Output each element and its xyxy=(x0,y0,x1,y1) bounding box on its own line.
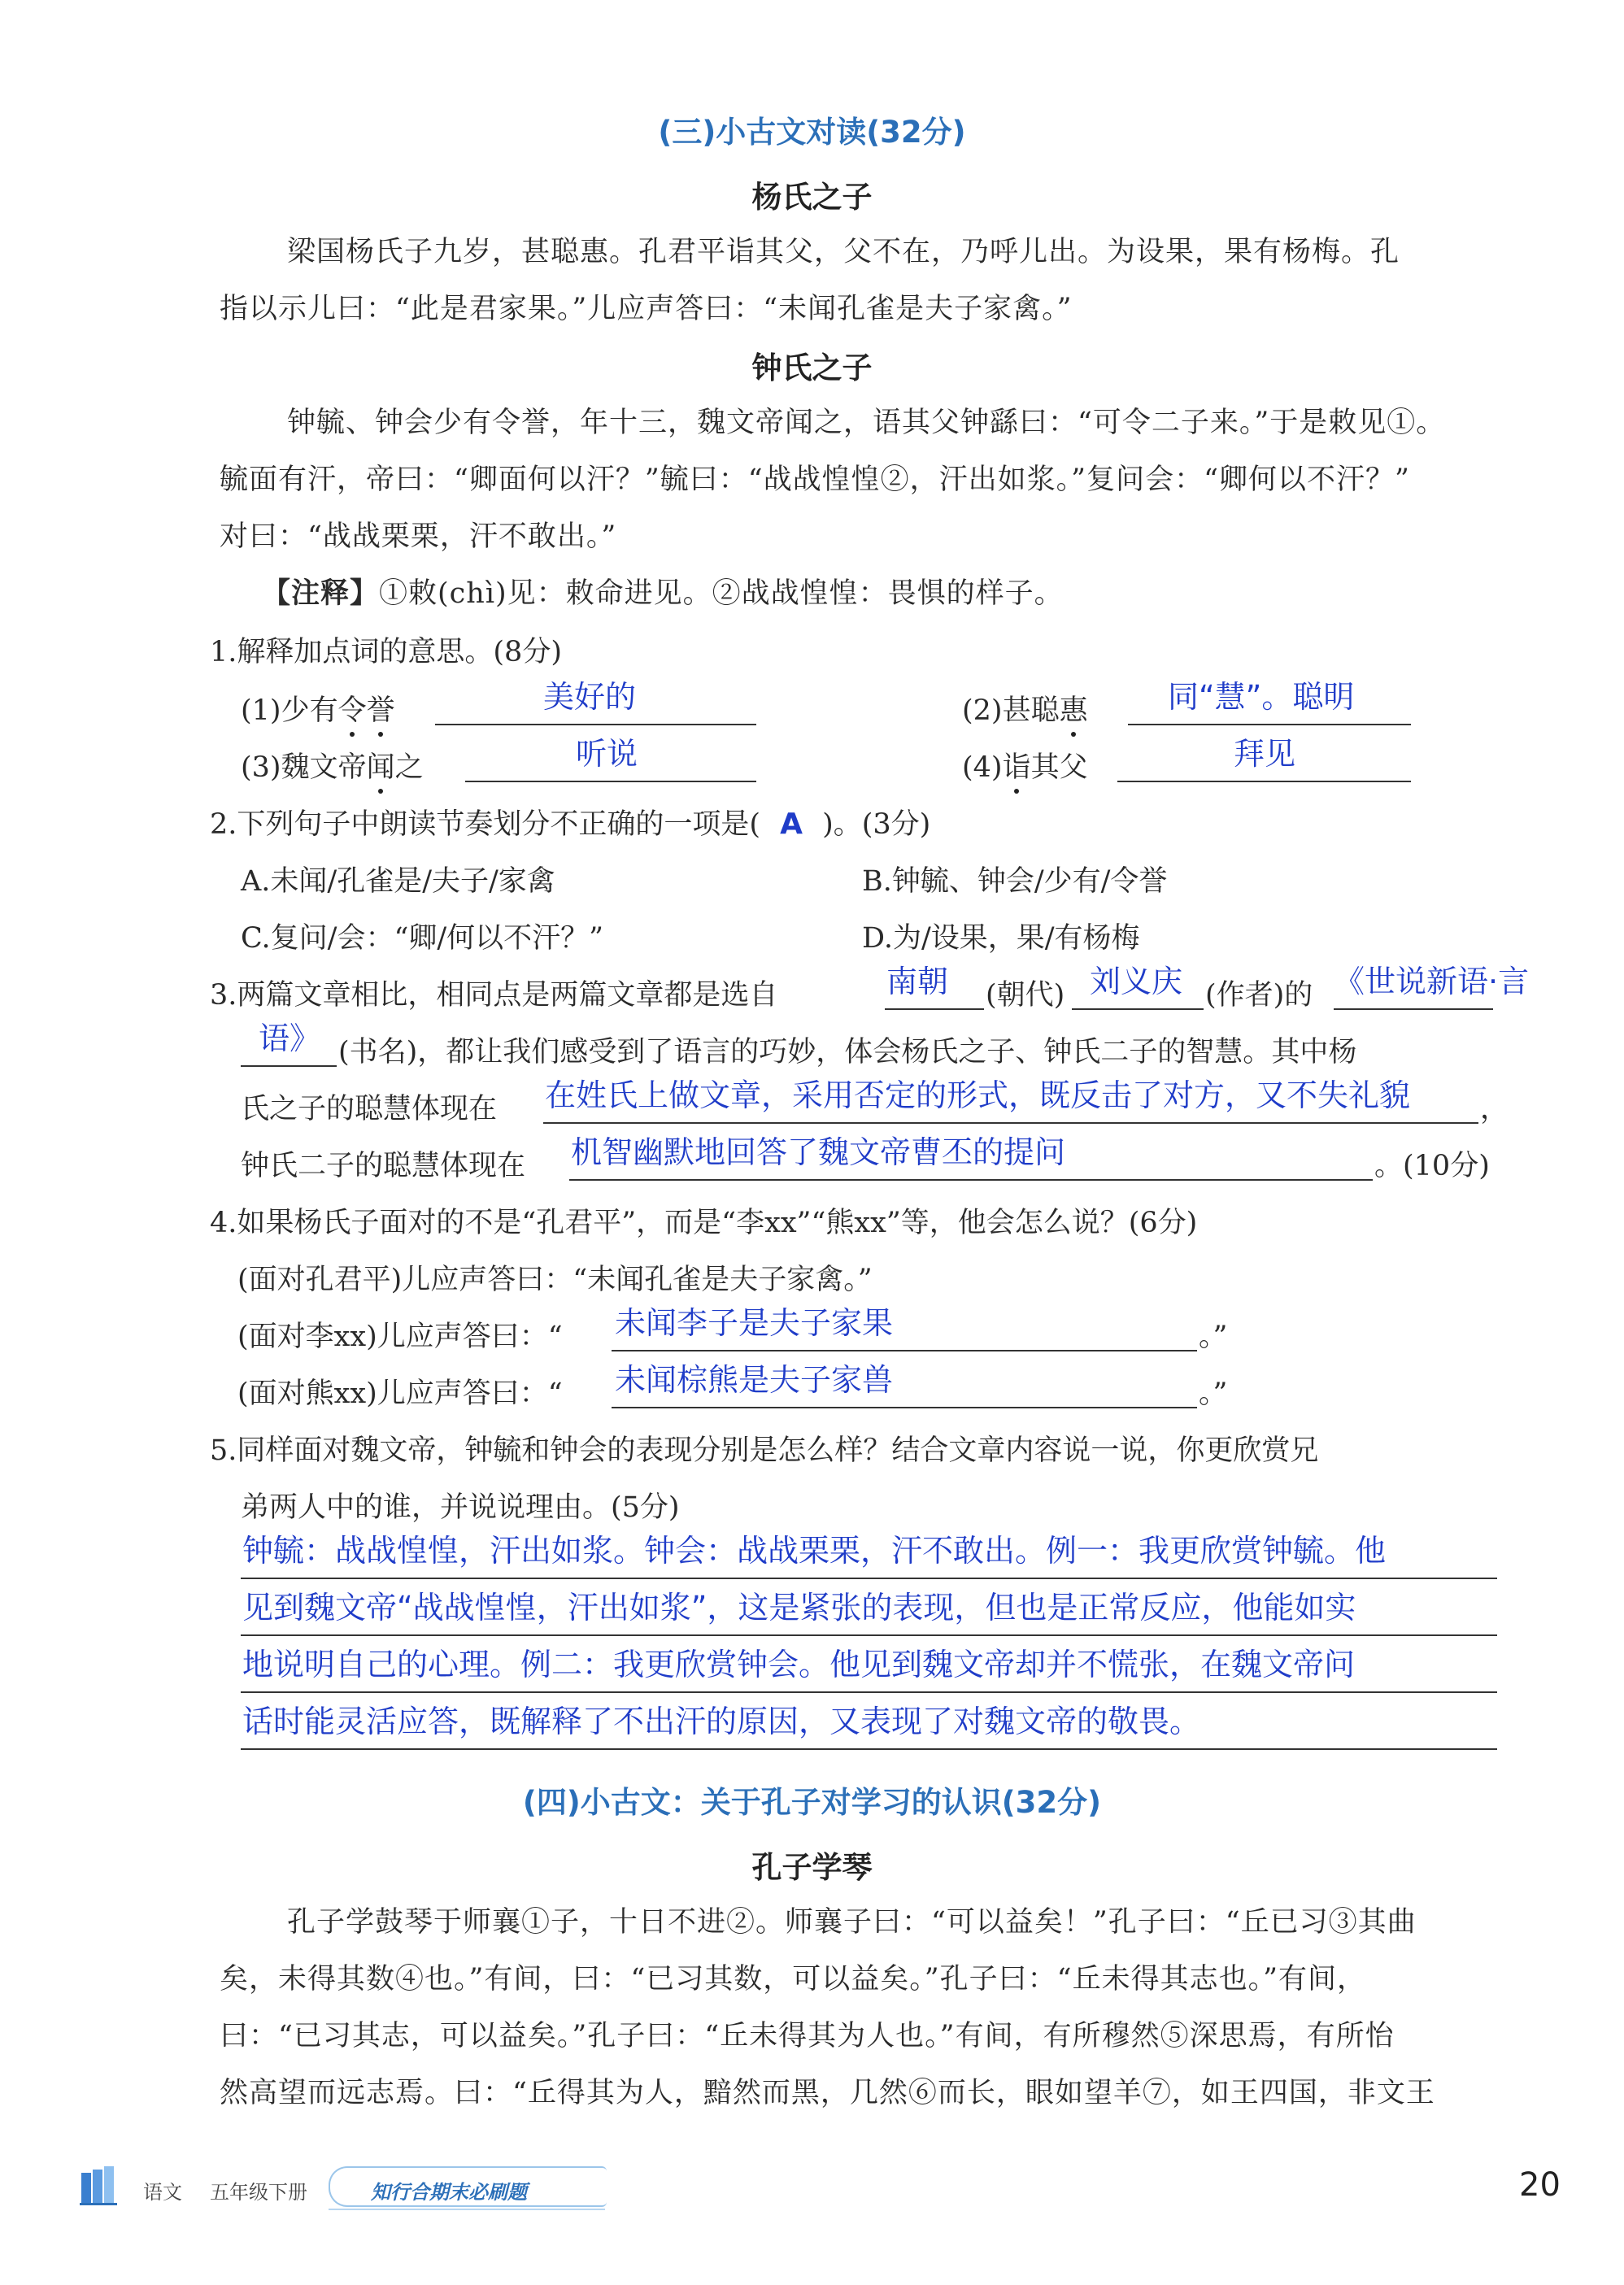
story-line: 对曰：“战战栗栗，汗不敢出。” xyxy=(220,520,617,553)
q4-line-3b: 。” xyxy=(1199,1378,1228,1410)
q2-option-d[interactable]: D.为/设果，果/有杨梅 xyxy=(862,922,1140,955)
answer-line xyxy=(612,1350,1197,1351)
annotation-label: 【注释】 xyxy=(262,577,380,610)
question-4-stem: 4.如果杨氏子面对的不是“孔君平”，而是“李xx”“熊xx”等，他会怎么说？(6分) xyxy=(210,1207,1198,1239)
story-line: 钟毓、钟会少有令誉，年十三，魏文帝闻之，语其父钟繇曰：“可令二子来。”于是敕见①。 xyxy=(287,407,1446,439)
answer-line xyxy=(885,1008,984,1010)
q3-line-4a: 钟氏二子的聪慧体现在 xyxy=(241,1150,526,1182)
answer-line xyxy=(241,1065,337,1067)
q1-answer-2[interactable]: 同“慧”。聪明 xyxy=(1168,679,1355,715)
question-5-stem-2: 弟两人中的谁，并说说理由。(5分) xyxy=(241,1491,680,1524)
story-line: 矣，未得其数④也。”有间，曰：“已习其数，可以益矣。”孔子曰：“丘未得其志也。”有间， xyxy=(220,1963,1366,1996)
footer-grade: 五年级下册 xyxy=(210,2181,307,2204)
q1-answer-3[interactable]: 听说 xyxy=(576,736,638,772)
q3-line-3a: 氏之子的聪慧体现在 xyxy=(241,1093,498,1125)
q4-line-2b: 。” xyxy=(1199,1321,1228,1353)
section-heading-4: (四)小古文：关于孔子对学习的认识(32分) xyxy=(522,1785,1102,1820)
footer-series: 知行合期末必刷题 xyxy=(371,2181,527,2204)
q3-answer-author[interactable]: 刘义庆 xyxy=(1090,964,1183,999)
q2-option-c[interactable]: C.复问/会：“卿/何以不汗？” xyxy=(241,922,604,955)
q3-answer-book-1[interactable]: 《世说新语·言 xyxy=(1334,964,1530,999)
q3-line-1b: (朝代) xyxy=(986,979,1065,1012)
q3-line-2b: (书名)，都让我们感受到了语言的巧妙，体会杨氏之子、钟氏二子的智慧。其中杨 xyxy=(338,1036,1357,1069)
q4-line-2a: (面对李xx)儿应声答曰：“ xyxy=(237,1321,563,1353)
question-1-stem: 1.解释加点词的意思。(8分) xyxy=(210,636,562,668)
q2-stem-pre: 2.下列句子中朗读节奏划分不正确的一项是( xyxy=(210,808,761,841)
answer-line xyxy=(465,781,756,782)
q3-line-4b: 。(10分) xyxy=(1374,1150,1490,1182)
question-2-stem xyxy=(210,802,930,842)
answer-line xyxy=(543,1122,1478,1124)
annotation-text: ①敕(chì)见：敕命进见。②战战惶惶：畏惧的样子。 xyxy=(379,577,1064,610)
section-heading-3: (三)小古文对读(32分) xyxy=(658,115,966,150)
answer-line xyxy=(435,724,756,725)
q5-answer-line[interactable]: 话时能灵活应答，既解释了不出汗的原因，又表现了对魏文帝的敬畏。 xyxy=(242,1704,1201,1739)
story-line: 毓面有汗，帝曰：“卿面何以汗？”毓曰：“战战惶惶②，汗出如浆。”复问会：“卿何以不汗？” xyxy=(220,464,1410,496)
story-line: 梁国杨氏子九岁，甚聪惠。孔君平诣其父，父不在，乃呼儿出。为设果，果有杨梅。孔 xyxy=(287,236,1400,268)
annotation xyxy=(262,571,1064,612)
q2-stem-post: )。(3分) xyxy=(822,808,931,841)
answer-line xyxy=(241,1578,1497,1579)
q2-answer[interactable]: A xyxy=(780,807,803,841)
question-5-stem-1: 5.同样面对魏文帝，钟毓和钟会的表现分别是怎么样？结合文章内容说一说，你更欣赏兄 xyxy=(210,1434,1319,1467)
q1-item-1-label: (1)少有令誉 xyxy=(241,688,395,729)
q1-item-4-label: (4)诣其父 xyxy=(962,745,1088,786)
q4-line-1: (面对孔君平)儿应声答曰：“未闻孔雀是夫子家禽。” xyxy=(237,1264,873,1296)
answer-line xyxy=(612,1407,1197,1408)
q3-line-1c: (作者)的 xyxy=(1205,979,1313,1012)
answer-line xyxy=(241,1634,1497,1636)
q5-answer-line[interactable]: 钟毓：战战惶惶，汗出如浆。钟会：战战栗栗，汗不敢出。例一：我更欣赏钟毓。他 xyxy=(242,1533,1387,1569)
answer-line xyxy=(241,1748,1497,1750)
answer-line xyxy=(1117,781,1411,782)
answer-line xyxy=(1334,1008,1493,1010)
q4-answer-xiong[interactable]: 未闻棕熊是夫子家兽 xyxy=(615,1362,894,1398)
q3-answer-dynasty[interactable]: 南朝 xyxy=(886,964,949,999)
answer-line xyxy=(1128,724,1411,725)
answer-line xyxy=(569,1179,1373,1181)
q3-answer-yang[interactable]: 在姓氏上做文章，采用否定的形式，既反击了对方，又不失礼貌 xyxy=(545,1077,1411,1113)
book-icon xyxy=(78,2165,122,2207)
q3-line-1a: 3.两篇文章相比，相同点是两篇文章都是选自 xyxy=(210,979,778,1012)
story-title-kongzi: 孔子学琴 xyxy=(751,1850,873,1885)
q1-answer-1[interactable]: 美好的 xyxy=(543,679,637,715)
story-title-yang: 杨氏之子 xyxy=(751,180,873,215)
q4-line-3a: (面对熊xx)儿应声答曰：“ xyxy=(237,1378,563,1410)
footer-subject: 语文 xyxy=(143,2181,182,2204)
q2-option-a[interactable]: A.未闻/孔雀是/夫子/家禽 xyxy=(241,865,555,898)
page-number: 20 xyxy=(1519,2166,1561,2204)
q4-answer-li[interactable]: 未闻李子是夫子家果 xyxy=(615,1305,894,1341)
story-line: 然高望而远志焉。曰：“丘得其为人，黯然而黑，几然⑥而长，眼如望羊⑦，如王四国，非文王 xyxy=(220,2077,1435,2109)
story-line: 孔子学鼓琴于师襄①子，十日不进②。师襄子曰：“可以益矣！”孔子曰：“丘已习③其曲 xyxy=(287,1906,1417,1939)
answer-line xyxy=(241,1691,1497,1693)
q3-answer-zhong[interactable]: 机智幽默地回答了魏文帝曹丕的提问 xyxy=(571,1134,1066,1170)
q5-answer-line[interactable]: 见到魏文帝“战战惶惶，汗出如浆”，这是紧张的表现，但也是正常反应，他能如实 xyxy=(242,1590,1356,1626)
q2-option-b[interactable]: B.钟毓、钟会/少有/令誉 xyxy=(862,865,1168,898)
story-line: 指以示儿曰：“此是君家果。”儿应声答曰：“未闻孔雀是夫子家禽。” xyxy=(220,293,1073,325)
q3-answer-book-2[interactable]: 语》 xyxy=(259,1021,321,1056)
q1-item-2-label: (2)甚聪惠 xyxy=(962,688,1088,729)
q5-answer-line[interactable]: 地说明自己的心理。例二：我更欣赏钟会。他见到魏文帝却并不慌张，在魏文帝问 xyxy=(242,1647,1356,1682)
story-line: 曰：“已习其志，可以益矣。”孔子曰：“丘未得其为人也。”有间，有所穆然⑤深思焉，有所怡 xyxy=(220,2020,1395,2052)
q1-answer-4[interactable]: 拜见 xyxy=(1234,736,1296,772)
q3-line-3b: ， xyxy=(1480,1093,1509,1125)
story-title-zhong: 钟氏之子 xyxy=(751,350,873,385)
answer-line xyxy=(1072,1008,1204,1010)
q1-item-3-label: (3)魏文帝闻之 xyxy=(241,745,424,786)
footer-divider xyxy=(329,2209,605,2210)
